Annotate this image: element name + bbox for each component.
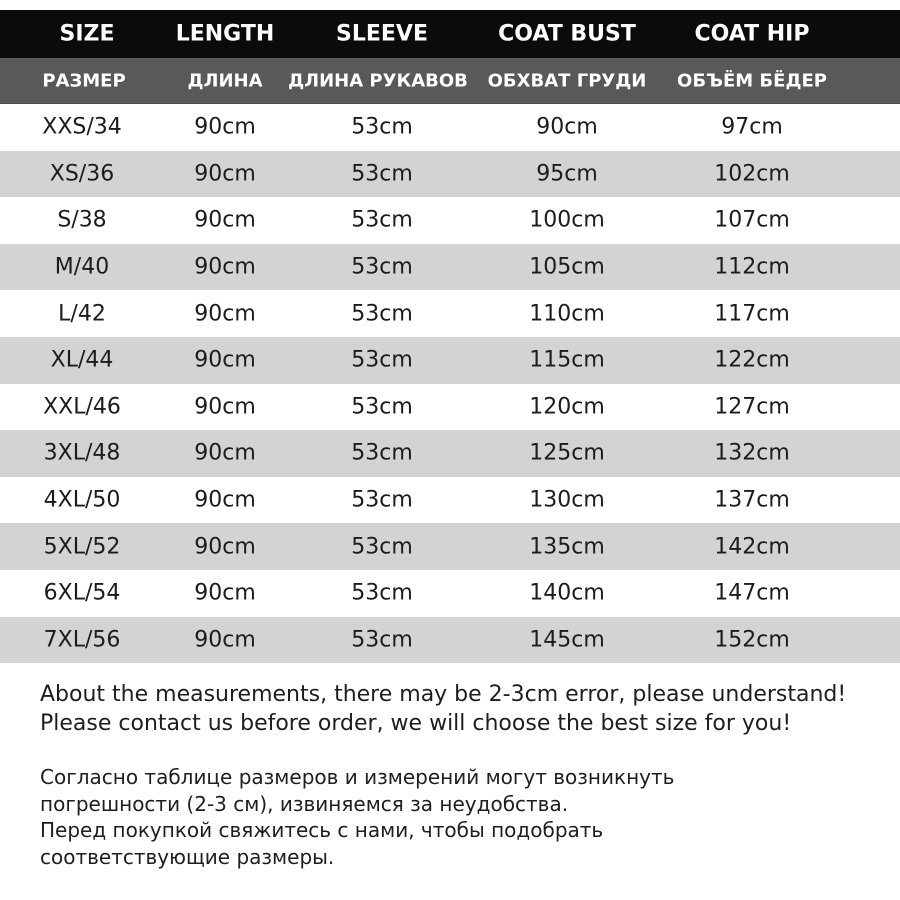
note-ru-line-3: Перед покупкой свяжитесь с нами, чтобы подобрать bbox=[40, 818, 604, 842]
size-cell: 3XL/48 bbox=[43, 440, 121, 466]
note-en-line-1: About the measurements, there may be 2-3cm error, please understand! bbox=[40, 682, 847, 707]
bust-cell: 140cm bbox=[529, 580, 605, 606]
hip-cell: 152cm bbox=[714, 627, 790, 653]
hip-cell: 137cm bbox=[714, 487, 790, 513]
table-row bbox=[0, 104, 900, 151]
length-cell: 90cm bbox=[194, 161, 256, 187]
measurement-notes bbox=[40, 680, 890, 870]
length-cell: 90cm bbox=[194, 301, 256, 327]
bust-cell: 130cm bbox=[529, 487, 605, 513]
bust-cell: 115cm bbox=[529, 347, 605, 373]
hip-cell: 102cm bbox=[714, 161, 790, 187]
sleeve-cell: 53cm bbox=[351, 301, 413, 327]
bust-cell: 125cm bbox=[529, 440, 605, 466]
header-row-russian bbox=[0, 58, 900, 104]
bust-cell: 145cm bbox=[529, 627, 605, 653]
header-length: LENGTH bbox=[175, 21, 275, 47]
sleeve-cell: 53cm bbox=[351, 114, 413, 140]
bust-cell: 105cm bbox=[529, 254, 605, 280]
sleeve-cell: 53cm bbox=[351, 347, 413, 373]
size-cell: XXL/46 bbox=[43, 394, 121, 420]
header-size: SIZE bbox=[59, 21, 115, 47]
table-row bbox=[0, 290, 900, 337]
bust-cell: 95cm bbox=[536, 161, 598, 187]
sleeve-cell: 53cm bbox=[351, 627, 413, 653]
hip-cell: 122cm bbox=[714, 347, 790, 373]
hip-cell: 107cm bbox=[714, 207, 790, 233]
sleeve-cell: 53cm bbox=[351, 487, 413, 513]
sleeve-cell: 53cm bbox=[351, 161, 413, 187]
header-coat-hip-ru: ОБЪЁМ БЁДЕР bbox=[677, 70, 827, 91]
size-cell: M/40 bbox=[54, 254, 110, 280]
hip-cell: 97cm bbox=[721, 114, 783, 140]
size-cell: XL/44 bbox=[50, 347, 114, 373]
header-coat-bust: COAT BUST bbox=[498, 21, 636, 47]
table-row bbox=[0, 430, 900, 477]
sleeve-cell: 53cm bbox=[351, 394, 413, 420]
sleeve-cell: 53cm bbox=[351, 440, 413, 466]
length-cell: 90cm bbox=[194, 487, 256, 513]
size-cell: S/38 bbox=[57, 207, 107, 233]
length-cell: 90cm bbox=[194, 347, 256, 373]
header-coat-bust-ru: ОБХВАТ ГРУДИ bbox=[487, 70, 647, 91]
table-row bbox=[0, 477, 900, 524]
header-length-ru: ДЛИНА bbox=[187, 70, 263, 91]
hip-cell: 117cm bbox=[714, 301, 790, 327]
bust-cell: 120cm bbox=[529, 394, 605, 420]
table-row bbox=[0, 197, 900, 244]
bust-cell: 90cm bbox=[536, 114, 598, 140]
header-row-english bbox=[0, 10, 900, 58]
bust-cell: 135cm bbox=[529, 534, 605, 560]
header-coat-hip: COAT HIP bbox=[694, 21, 810, 47]
note-en-line-2: Please contact us before order, we will choose the best size for you! bbox=[40, 711, 792, 736]
header-sleeve: SLEEVE bbox=[336, 21, 428, 47]
sleeve-cell: 53cm bbox=[351, 207, 413, 233]
hip-cell: 147cm bbox=[714, 580, 790, 606]
hip-cell: 112cm bbox=[714, 254, 790, 280]
table-row bbox=[0, 244, 900, 291]
length-cell: 90cm bbox=[194, 580, 256, 606]
bust-cell: 110cm bbox=[529, 301, 605, 327]
size-cell: XS/36 bbox=[49, 161, 115, 187]
length-cell: 90cm bbox=[194, 627, 256, 653]
size-cell: 7XL/56 bbox=[43, 627, 121, 653]
note-ru-line-4: соответствующие размеры. bbox=[40, 844, 335, 869]
length-cell: 90cm bbox=[194, 394, 256, 420]
sleeve-cell: 53cm bbox=[351, 254, 413, 280]
hip-cell: 132cm bbox=[714, 440, 790, 466]
length-cell: 90cm bbox=[194, 440, 256, 466]
size-cell: L/42 bbox=[58, 301, 106, 327]
table-row bbox=[0, 523, 900, 570]
note-ru-line-2: погрешности (2-3 см), извиняемся за неудобства. bbox=[40, 791, 569, 816]
table-row bbox=[0, 570, 900, 617]
sleeve-cell: 53cm bbox=[351, 580, 413, 606]
length-cell: 90cm bbox=[194, 207, 256, 233]
hip-cell: 142cm bbox=[714, 534, 790, 560]
size-chart-table bbox=[0, 10, 900, 663]
table-row bbox=[0, 384, 900, 431]
header-size-ru: РАЗМЕР bbox=[42, 70, 126, 91]
length-cell: 90cm bbox=[194, 114, 256, 140]
notes-spacer bbox=[40, 738, 890, 764]
size-cell: XXS/34 bbox=[42, 114, 122, 140]
header-sleeve-ru: ДЛИНА РУКАВОВ bbox=[288, 70, 468, 91]
table-row bbox=[0, 151, 900, 198]
note-ru-line-1: Согласно таблице размеров и измерений могут возникнуть bbox=[40, 765, 675, 789]
bust-cell: 100cm bbox=[529, 207, 605, 233]
size-cell: 4XL/50 bbox=[43, 487, 121, 513]
size-cell: 6XL/54 bbox=[43, 580, 121, 606]
size-cell: 5XL/52 bbox=[43, 534, 121, 560]
sleeve-cell: 53cm bbox=[351, 534, 413, 560]
hip-cell: 127cm bbox=[714, 394, 790, 420]
table-row bbox=[0, 337, 900, 384]
table-row bbox=[0, 617, 900, 664]
length-cell: 90cm bbox=[194, 534, 256, 560]
length-cell: 90cm bbox=[194, 254, 256, 280]
